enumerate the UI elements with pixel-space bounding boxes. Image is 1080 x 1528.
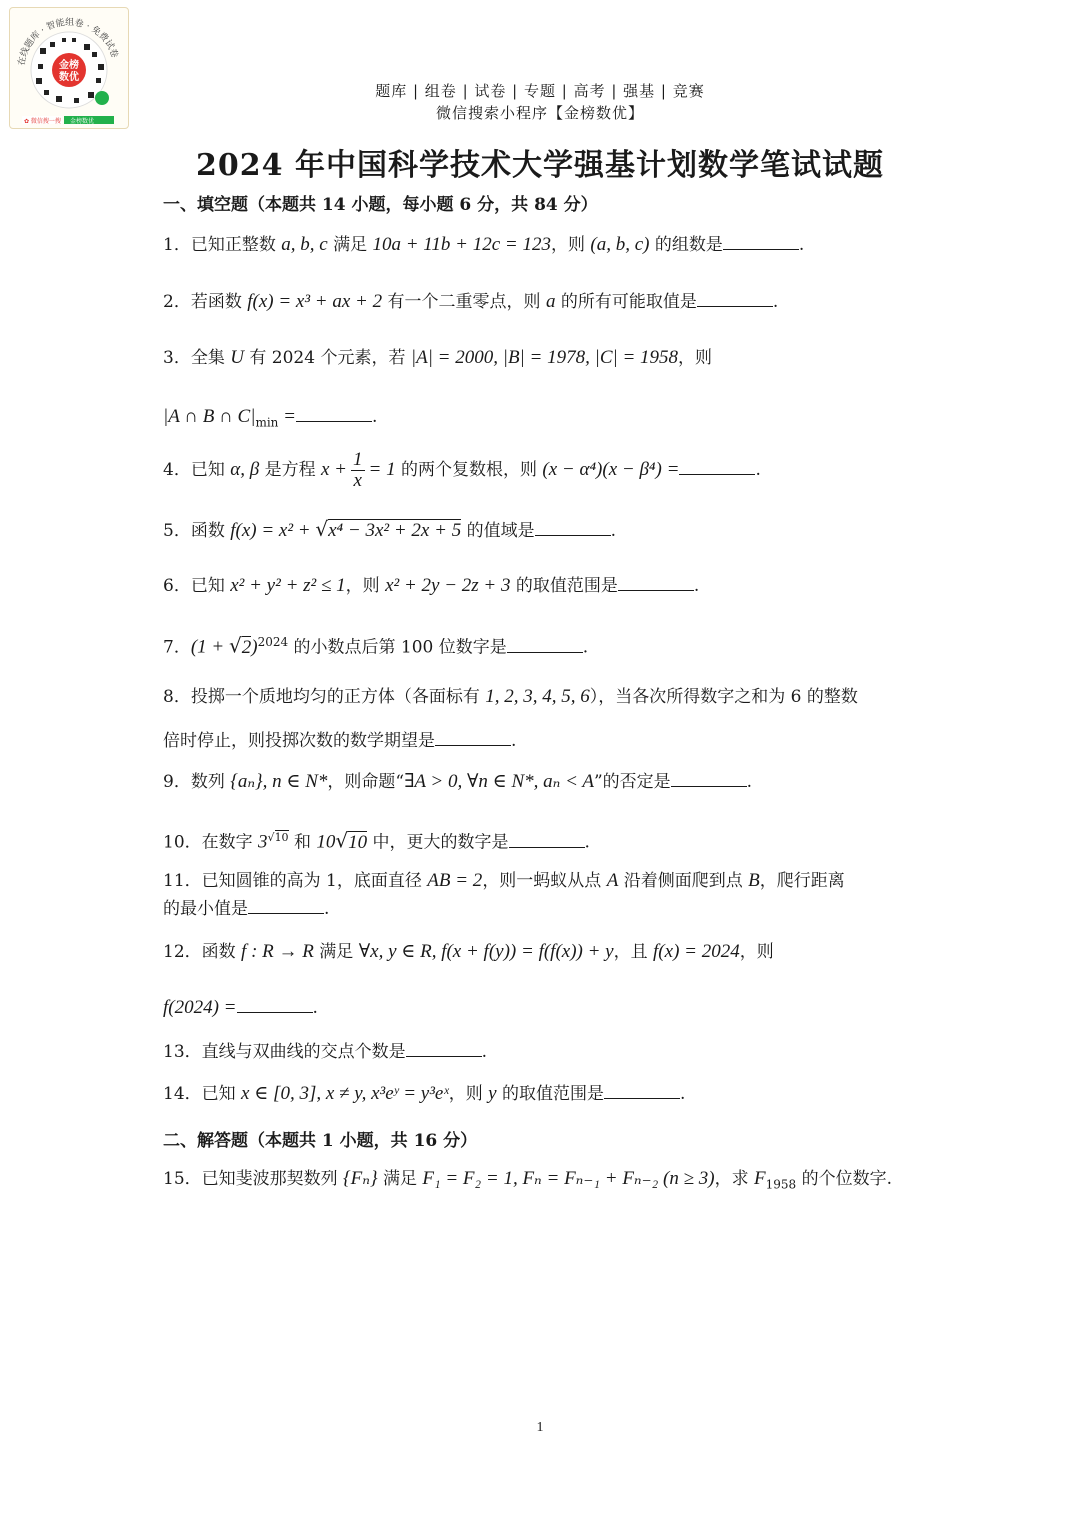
answer-blank (679, 460, 755, 475)
sqrt-sign: √ (228, 633, 242, 658)
answer-blank (509, 833, 585, 848)
header-subtitle: 微信搜索小程序【金榜数优】 (435, 104, 644, 122)
answer-blank (535, 521, 611, 536)
question-12: 12．函数 f : R → R 满足 ∀x, y ∈ R, f(x + f(y)) = f(f(x)) + y，且 f(x) = 2024，则 (163, 941, 774, 962)
question-12-line-2: f(2024) = . (163, 997, 318, 1018)
question-4: 4．已知 α, β 是方程 x + $\frac{1}{x}$ = 1 的两个复数根，则 (x − α⁴)(x − β⁴) = . (163, 449, 761, 491)
question-11-line-2: 的最小值是 . (163, 899, 330, 919)
answer-blank (406, 1042, 482, 1057)
question-3-line-2: |A ∩ B ∩ $C|_{min}$ = . (163, 406, 378, 430)
question-8: 8．投掷一个质地均匀的正方体（各面标有 1, 2, 3, 4, 5, 6），当各次所得数字之和为 6 的整数 (163, 686, 858, 707)
answer-blank (697, 292, 773, 307)
question-2: 2．若函数 f(x) = x³ + ax + 2 有一个二重零点，则 a 的所有可能取值是 . (163, 291, 779, 312)
header-nav: 题库 | 组卷 | 试卷 | 专题 | 高考 | 强基 | 竞赛 (375, 82, 705, 100)
answer-blank (248, 899, 324, 914)
answer-blank (507, 638, 583, 653)
svg-text:金榜: 金榜 (59, 60, 79, 71)
question-5: 5．函数 f(x) = x² + √x⁴ − 3x² + 2x + 5 的值域是 . (163, 517, 617, 541)
page-title: 2024 年中国科学技术大学强基计划数学笔试试题 (196, 148, 884, 183)
answer-blank (604, 1084, 680, 1099)
answer-blank (237, 998, 313, 1013)
svg-text:金榜数优: 金榜数优 (70, 118, 95, 125)
svg-text:数优: 数优 (59, 72, 79, 83)
fraction: $\frac{1}{x}$ (353, 449, 363, 491)
answer-blank (435, 731, 511, 746)
question-8-line-2: 倍时停止，则投掷次数的数学期望是 . (163, 731, 517, 751)
question-7: 7．$(1 + √2)^{2024}$ 的小数点后第 100 位数字是 . (163, 633, 589, 658)
question-9: 9．数列 {aₙ}, n ∈ N*，则命题“∃A > 0, ∀n ∈ N*, aₙ < A”的否定是 . (163, 771, 753, 792)
sqrt-sign: √ (315, 517, 329, 541)
svg-text:✿ 微信搜一搜: ✿ 微信搜一搜 (24, 118, 61, 125)
answer-blank (723, 235, 799, 250)
question-13: 13．直线与双曲线的交点个数是 . (163, 1042, 488, 1062)
answer-blank (296, 407, 372, 422)
answer-blank (671, 772, 747, 787)
question-10: 10．在数字 $3^{√10}$ 和 10√10 中，更大的数字是 . (163, 828, 590, 853)
section-heading-fill-blank: 一、填空题（本题共 14 小题，每小题 6 分，共 84 分） (163, 195, 598, 215)
question-6: 6．已知 x² + y² + z² ≤ 1，则 x² + 2y − 2z + 3 的取值范围是 . (163, 575, 700, 596)
section-heading-solution: 二、解答题（本题共 1 小题，共 16 分） (163, 1131, 478, 1151)
question-11: 11．已知圆锥的高为 1，底面直径 AB = 2，则一蚂蚁从点 A 沿着侧面爬到点 B，爬行距离 (163, 870, 845, 891)
sqrt-sign: √ (335, 828, 349, 853)
page-number: 1 (536, 1420, 544, 1435)
svg-text:在线题库 · 智能组卷 · 免费试卷: 在线题库 · 智能组卷 · 免费试卷 (17, 17, 120, 67)
root-exponent: √10 (267, 831, 289, 844)
question-15: 15．已知斐波那契数列 {Fₙ} 满足 F₁ = F₂ = 1, Fₙ = Fₙ₋₁ + Fₙ₋₂ (n ≥ 3)，求 $F_{1958}$ 的个位数字. (163, 1168, 892, 1192)
question-1: 1．已知正整数 a, b, c 满足 10a + 11b + 12c = 123，则 (a, b, c) 的组数是 . (163, 234, 805, 255)
answer-blank (618, 576, 694, 591)
question-14: 14．已知 x ∈ [0, 3], x ≠ y, x³eʸ = y³eˣ，则 y 的取值范围是 . (163, 1083, 686, 1104)
question-3: 3．全集 U 有 2024 个元素，若 |A| = 2000, |B| = 1978, |C| = 1958，则 (163, 347, 713, 368)
